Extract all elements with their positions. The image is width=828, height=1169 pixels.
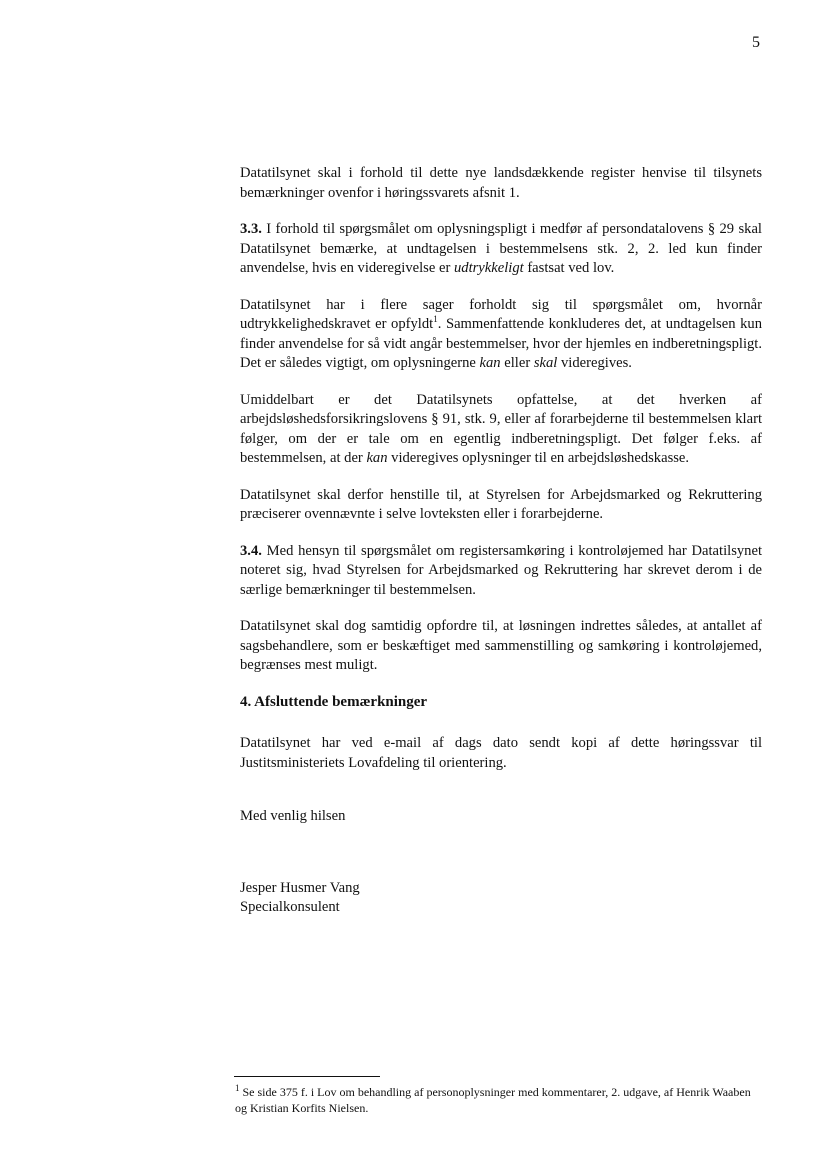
emphasis-skal: skal [533, 355, 558, 371]
paragraph-text: Datatilsynet skal i forhold til dette nye landsdækkende register henvise til tilsynets bemærkninger ovenfor i høringssvarets afsnit 1. [240, 165, 762, 201]
paragraph-indberetningspligt [240, 391, 762, 469]
paragraph-henstilling [240, 486, 762, 525]
signer-name: Jesper Husmer Vang [240, 879, 360, 896]
letter-body [240, 164, 762, 918]
paragraph-text: Datatilsynet har i flere sager forholdt sig til spørgsmålet om, hvornår udtrykkelighedskravet er opfyldt [240, 296, 762, 332]
paragraph-udtrykkelighedskrav [240, 296, 762, 374]
paragraph-text: I forhold til spørgsmålet om oplysningspligt i medfør af persondatalovens § 29 skal Datatilsynet bemærke, at undtagelsen i bestemmelsens stk. 2, 2. led kun finder anvendelse, hvis en videregivelse er [240, 221, 762, 276]
footnote-number: 1 [235, 1083, 240, 1093]
paragraph-opfordring [240, 617, 762, 676]
signature-block [240, 879, 762, 918]
paragraph-text: eller [500, 355, 534, 371]
paragraph-text: Datatilsynet har ved e-mail af dags dato sendt kopi af dette høringssvar til Justitsministeriets Lovafdeling til orientering. [240, 735, 762, 771]
paragraph-3-3 [240, 220, 762, 279]
paragraph-3-4 [240, 542, 762, 601]
paragraph-text: . Sammenfattende konkluderes det, at undtagelsen kun finder anvendelse for så vidt angår bestemmelser, hvor der hjemles en indberetningspligt. Det er således vigtigt, om oplysningerne [240, 316, 762, 371]
signer-title: Specialkonsulent [240, 899, 340, 915]
emphasis-kan: kan [479, 355, 501, 371]
footnote-reference: 1 [433, 314, 438, 325]
paragraph-text: Datatilsynet skal derfor henstille til, at Styrelsen for Arbejdsmarked og Rekruttering præciserer ovennævnte i selve lovteksten eller i forarbejderne. [240, 486, 762, 522]
closing-greeting: Med venlig hilsen [240, 808, 346, 824]
emphasis-kan: kan [366, 450, 388, 466]
footnote [235, 1084, 760, 1116]
paragraph-text: Umiddelbart er det Datatilsynets opfattelse, at det hverken af arbejdsløshedsforsikringslovens § 91, stk. 9, eller af forarbejderne til bestemmelsen klart følger, om der er tale om en egentlig indberetningspligt. Det følger f.eks. af bestemmelsen, at der [240, 391, 762, 466]
page-number: 5 [752, 34, 760, 51]
paragraph-text: fastsat ved lov. [523, 260, 615, 276]
paragraph-text: Med hensyn til spørgsmålet om registersamkøring i kontroløjemed har Datatilsynet noteret sig, hvad Styrelsen for Arbejdsmarked og Rekruttering har skrevet derom i de særlige bemærkninger til bestemmelsen. [240, 542, 762, 598]
paragraph-text: videregives oplysninger til en arbejdsløshedskasse. [387, 450, 690, 466]
footnote-divider [234, 1076, 380, 1077]
paragraph-register-reference [240, 164, 762, 203]
emphasis-udtrykkeligt: udtrykkeligt [453, 260, 524, 276]
section-number-3-4: 3.4. [240, 542, 262, 559]
paragraph-kopi [240, 734, 762, 773]
section-number-3-3: 3.3. [240, 221, 262, 237]
footnote-text: Se side 375 f. i Lov om behandling af personoplysninger med kommentarer, 2. udgave, af Henrik Waaben og Kristian Korfits Nielsen. [235, 1085, 751, 1115]
section-heading-4: 4. Afsluttende bemærkninger [240, 693, 428, 710]
paragraph-text: Datatilsynet skal dog samtidig opfordre til, at løsningen indrettes således, at antallet af sagsbehandlere, som er beskæftiget med sammenstilling og samkøring i kontroløjemed, begrænses mest muligt. [240, 618, 762, 673]
paragraph-text: videregives. [557, 355, 632, 371]
